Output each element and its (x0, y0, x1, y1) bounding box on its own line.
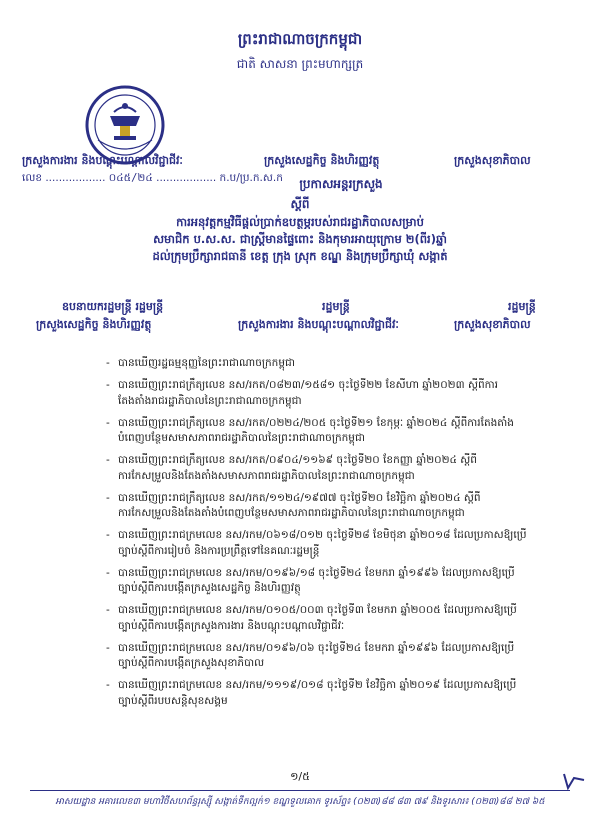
list-item: - បានឃើញរដ្ឋធម្មនុញ្ញនៃព្រះរាជាណាចក្រកម្ពុជា (108, 356, 528, 372)
ministry-health: ក្រសួងសុខាភិបាល (454, 154, 531, 167)
reference-number-row: លេខ .................. ០៤៥/២៤ .................. ក.ប/ប្រ.ក.ស.ក (22, 172, 283, 184)
document-title (40, 214, 560, 265)
national-motto: ជាតិ សាសនា ព្រះមហាក្សត្រ (236, 57, 364, 71)
list-item: - បានឃើញព្រះរាជក្រមលេខ នស/រកម/០១៩៦/០៦ ចុះថ្ងៃទី២៤ ខែមករា ឆ្នាំ១៩៩៦ ដែលប្រកាសឱ្យប្រើច្បាប់ស្តីពីការបង្កើតក្រសួងសុខាភិបាល (108, 641, 528, 672)
title-line: ការអនុវត្តកម្មវិធីផ្តល់ប្រាក់ឧបត្ថម្ភរបស់រាជរដ្ឋាភិបាលសម្រាប់ (176, 215, 424, 229)
signatory-deputy-pm: ឧបនាយករដ្ឋមន្ត្រី រដ្ឋមន្ត្រី (62, 300, 164, 313)
footer-divider (30, 790, 570, 791)
signatory-minister-1: រដ្ឋមន្ត្រី (322, 300, 350, 313)
title-line: ដល់ក្រុមប្រឹក្សារាជធានី ខេត្ត ក្រុង ស្រុក ខណ្ឌ និងក្រុមប្រឹក្សាឃុំ សង្កាត់ (152, 249, 448, 263)
topic-label: ស្តីពី (290, 197, 310, 211)
list-item: - បានឃើញព្រះរាជក្រឹត្យលេខ នស/រកត/១១២៤/១៩៧៧ ចុះថ្ងៃទី២០ ខែវិច្ឆិកា ឆ្នាំ២០២៤ ស្តីពីការកែសម្រួលនិងតែងតាំងបំពេញបន្ថែមសមាសភាពរាជរដ្ឋាភិបាលនៃព្រះរាជាណាចក្រកម្ពុជា (108, 491, 528, 522)
reference-suffix: ក.ប/ប្រ.ក.ស.ក (219, 172, 283, 184)
list-item: - បានឃើញព្រះរាជក្រឹត្យលេខ នស/រកត/០៩០៤/១១៦៩ ចុះថ្ងៃទី២០ ខែកញ្ញា ឆ្នាំ២០២៤ ស្តីពីការកែសម្រួលនិងតែងតាំងសមាសភាពរាជរដ្ឋាភិបាលនៃព្រះរាជាណាចក្រកម្ពុជា (108, 453, 528, 484)
legal-references-list (108, 356, 528, 716)
list-item: - បានឃើញព្រះរាជក្រឹត្យលេខ នស/រកត/០២២៤/២០៥ ចុះថ្ងៃទី២១ ខែកុម្ភៈ ឆ្នាំ២០២៤ ស្តីពីការតែងតាំងបំពេញបន្ថែមសមាសភាពរាជរដ្ឋាភិបាលនៃព្រះរាជាណាចក្រកម្ពុជា (108, 416, 528, 447)
title-line: សមាជិក ប.ស.ស. ជាស្ត្រីមានផ្ទៃពោះ និងកុមារអាយុក្រោម ២(ពីរ)ឆ្នាំ (153, 232, 447, 246)
signatory-minister-2: រដ្ឋមន្ត្រី (508, 300, 536, 313)
page-number: ១/៥ (290, 770, 310, 783)
list-item: - បានឃើញព្រះរាជក្រមលេខ នស/រកម/១១១៩/០១៨ ចុះថ្ងៃទី២ ខែវិច្ឆិកា ឆ្នាំ២០១៩ ដែលប្រកាសឱ្យប្រើច្បាប់ស្តីពីរបបសន្តិសុខសង្គម (108, 678, 528, 709)
ministry-economy: ក្រសួងសេដ្ឋកិច្ច និងហិរញ្ញវត្ថុ (264, 154, 380, 167)
signatory-ministry-3: ក្រសួងសុខាភិបាល (454, 318, 531, 331)
signatory-ministry-1: ក្រសួងសេដ្ឋកិច្ច និងហិរញ្ញវត្ថុ (36, 318, 152, 331)
list-item: - បានឃើញព្រះរាជក្រឹត្យលេខ នស/រកត/០៨២៣/១៥៨១ ចុះថ្ងៃទី២២ ខែសីហា ឆ្នាំ២០២៣ ស្តីពីការតែងតាំងរាជរដ្ឋាភិបាលនៃព្រះរាជាណាចក្រកម្ពុជា (108, 378, 528, 409)
document-type: ប្រកាសអន្តរក្រសួង (299, 177, 383, 191)
reference-number: ០៤៥/២៤ (108, 172, 153, 184)
ministry-education: ក្រសួងការងារ និងបណ្តុះបណ្តាលវិជ្ជាជីវៈ (22, 154, 183, 167)
list-item: - បានឃើញព្រះរាជក្រមលេខ នស/រកម/០៦១៨/០១២ ចុះថ្ងៃទី២៨ ខែមិថុនា ឆ្នាំ២០១៨ ដែលប្រកាសឱ្យប្រើច្បាប់ស្តីពីការរៀបចំ និងការប្រព្រឹត្តទៅនៃគណៈរដ្ឋមន្ត្រី (108, 528, 528, 559)
signatory-ministry-2: ក្រសួងការងារ និងបណ្តុះបណ្តាលវិជ្ជាជីវៈ (238, 318, 399, 331)
list-item: - បានឃើញព្រះរាជក្រមលេខ នស/រកម/០១៩៦/១៨ ចុះថ្ងៃទី២៤ ខែមករា ឆ្នាំ១៩៩៦ ដែលប្រកាសឱ្យប្រើច្បាប់ស្តីពីការបង្កើតក្រសួងសេដ្ឋកិច្ច និងហិរញ្ញវត្ថុ (108, 566, 528, 597)
reference-label: លេខ (22, 172, 42, 184)
kingdom-heading: ព្រះរាជាណាចក្រកម្ពុជា (237, 30, 363, 48)
footer-address: អាសយដ្ឋាន អគារលេខ៣ មហាវិថីសហព័ន្ធរុស្ស៊ី សង្កាត់ទឹកល្អក់១ ខណ្ឌទួលគោក ទូរស័ព្ទ៖ (០២៣)៨៨ ៨៣ ៧៩ និងទូរសារ៖ (០២៣)៨៨ ២៧ ៦៥ (55, 797, 545, 807)
list-item: - បានឃើញព្រះរាជក្រមលេខ នស/រកម/០១០៥/០០៣ ចុះថ្ងៃទី៣ ខែមករា ឆ្នាំ២០០៥ ដែលប្រកាសឱ្យប្រើច្បាប់ស្តីពីការបង្កើតក្រសួងការងារ និងបណ្តុះបណ្តាលវិជ្ជាជីវៈ (108, 603, 528, 634)
